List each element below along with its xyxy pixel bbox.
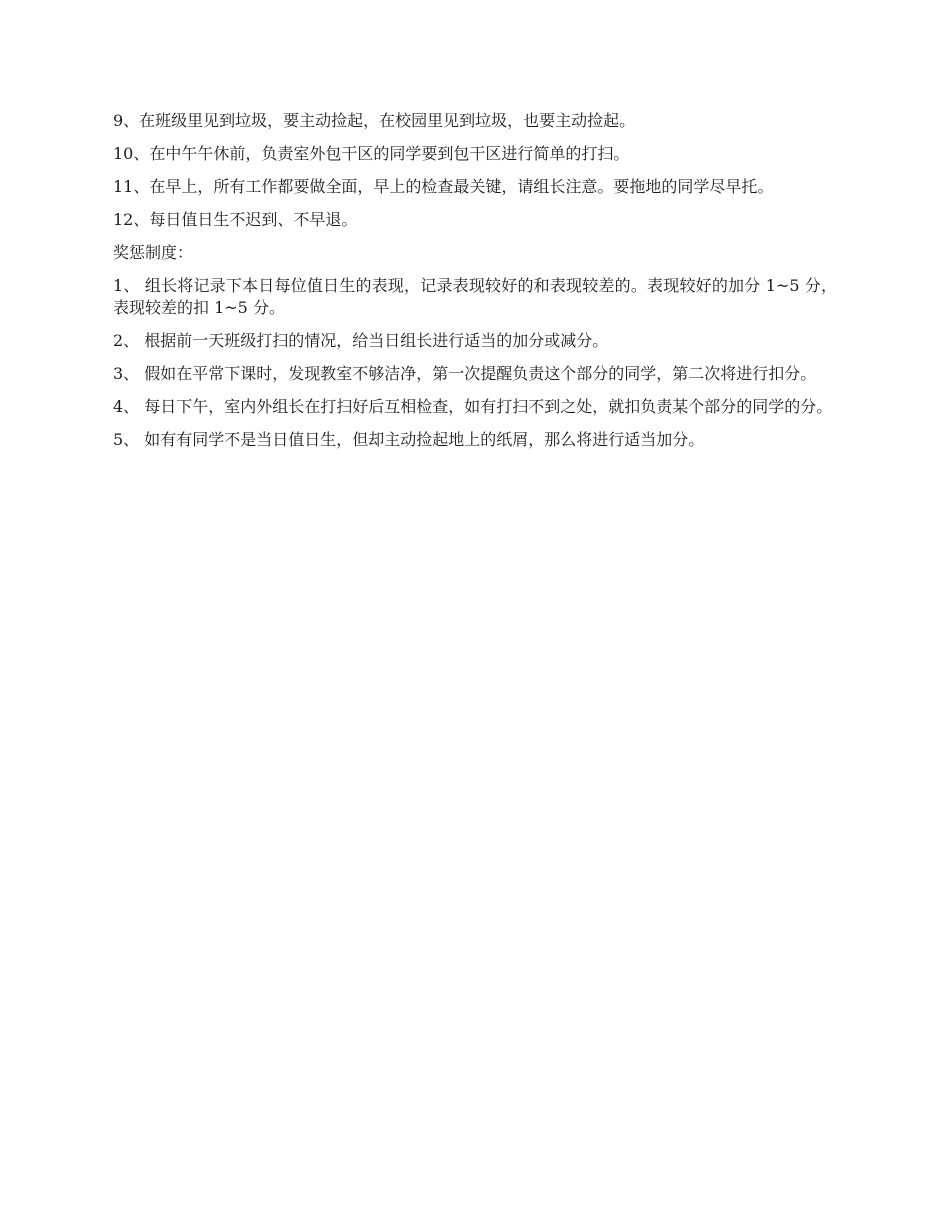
rule-paragraph-12: 12、每日值日生不迟到、不早退。 — [113, 210, 358, 229]
reward-paragraph-5: 5、 如有有同学不是当日值日生，但却主动捡起地上的纸屑，那么将进行适当加分。 — [113, 430, 705, 449]
document-body — [113, 110, 837, 462]
section-heading-rewards-penalties: 奖惩制度： — [113, 243, 194, 262]
reward-paragraph-3: 3、 假如在平常下课时，发现教室不够洁净，第一次提醒负责这个部分的同学，第二次将进行扣分。 — [113, 364, 817, 383]
rule-paragraph-9: 9、在班级里见到垃圾，要主动捡起，在校园里见到垃圾，也要主动捡起。 — [113, 111, 636, 130]
reward-paragraph-2: 2、 根据前一天班级打扫的情况，给当日组长进行适当的加分或减分。 — [113, 331, 609, 350]
reward-paragraph-1: 1、 组长将记录下本日每位值日生的表现，记录表现较好的和表现较差的。表现较好的加分 1~5 分，表现较差的扣 1~5 分。 — [113, 276, 837, 317]
rule-paragraph-10: 10、在中午午休前，负责室外包干区的同学要到包干区进行简单的打扫。 — [113, 144, 630, 163]
rule-paragraph-11: 11、在早上，所有工作都要做全面，早上的检查最关键，请组长注意。要拖地的同学尽早托。 — [113, 177, 774, 196]
reward-paragraph-4: 4、 每日下午，室内外组长在打扫好后互相检查，如有打扫不到之处，就扣负责某个部分的同学的分。 — [113, 397, 833, 416]
